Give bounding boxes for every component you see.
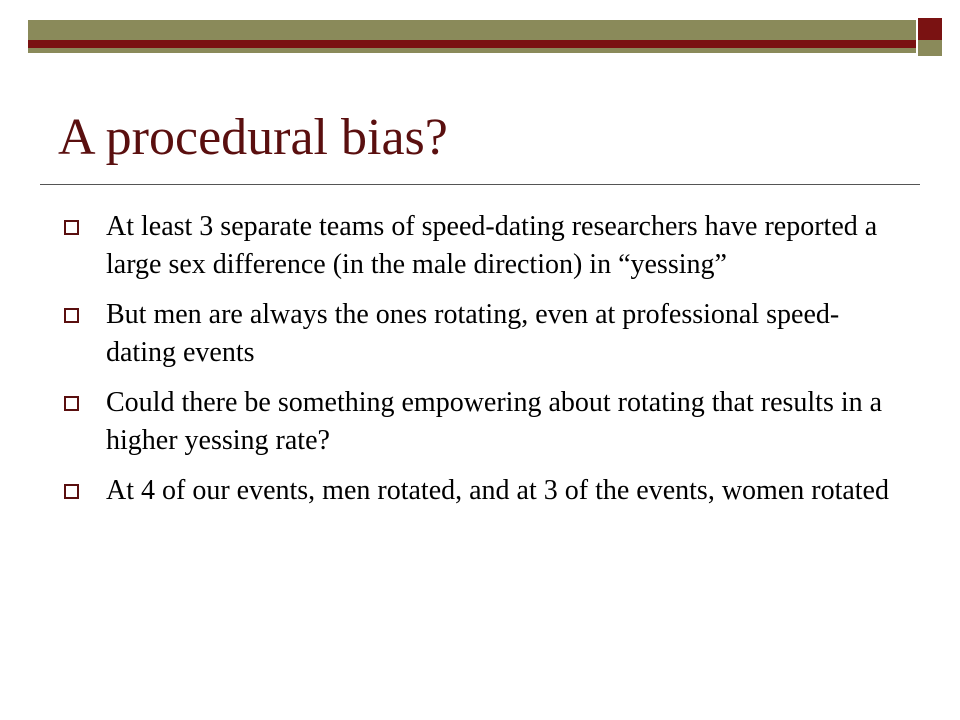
hollow-square-icon — [64, 396, 79, 411]
bullet-item — [60, 384, 900, 460]
bullet-text: At 4 of our events, men rotated, and at 3 of the events, women rotated — [106, 475, 889, 506]
bullet-item — [60, 208, 900, 284]
bullet-text: But men are always the ones rotating, even at professional speed-dating events — [106, 299, 840, 368]
hollow-square-icon — [64, 220, 79, 235]
bullet-text: At least 3 separate teams of speed-dating researchers have reported a large sex difference (in the male direction) in “yessing” — [106, 211, 878, 280]
title-divider — [40, 184, 920, 185]
slide-title: A procedural bias? — [58, 109, 448, 166]
corner-accent-olive — [918, 40, 942, 56]
corner-accent-red — [918, 18, 942, 40]
hollow-square-icon — [64, 308, 79, 323]
hollow-square-icon — [64, 484, 79, 499]
bullet-text: Could there be something empowering about rotating that results in a higher yessing rate? — [106, 387, 883, 456]
bullet-list — [60, 208, 900, 522]
header-banner — [28, 20, 916, 53]
header-banner-stripe — [28, 40, 916, 48]
bullet-item — [60, 296, 900, 372]
bullet-item — [60, 472, 900, 510]
